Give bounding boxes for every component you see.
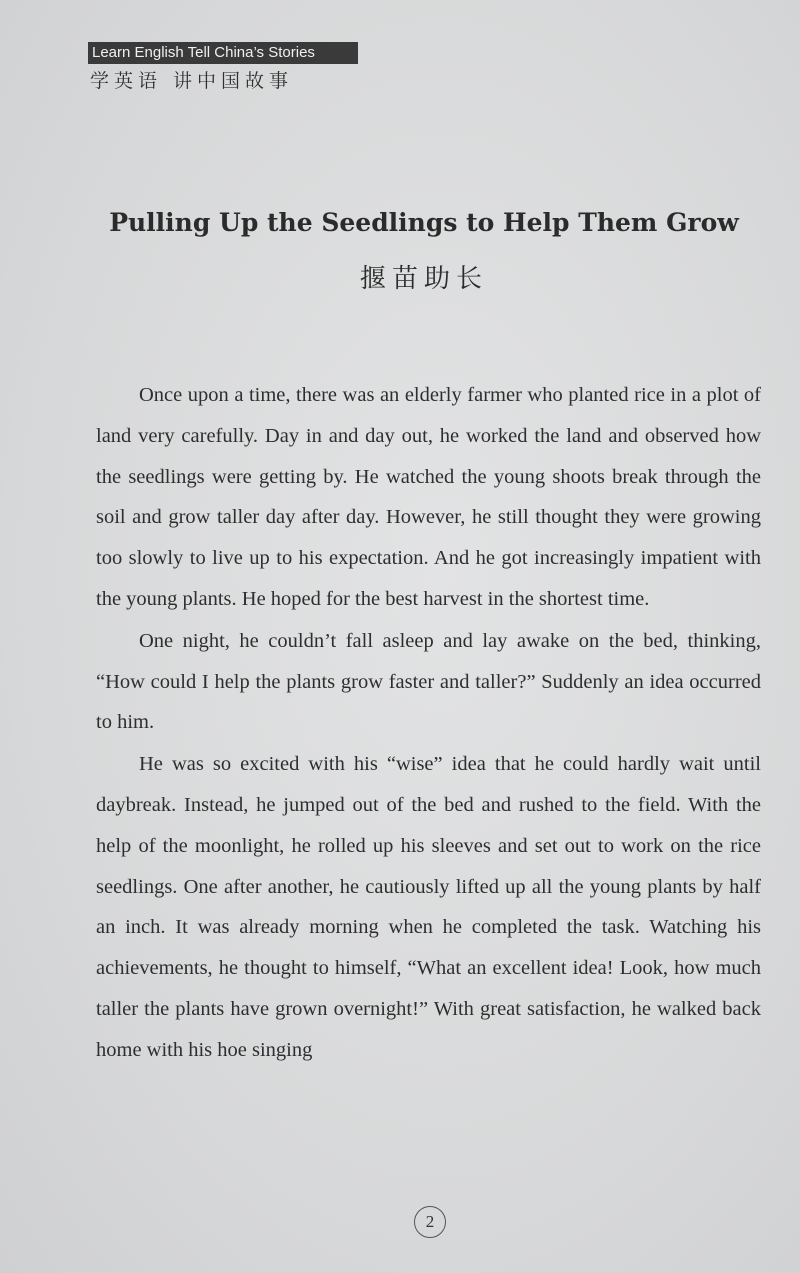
story-body xyxy=(96,375,761,1071)
paragraph: Once upon a time, there was an elderly farmer who planted rice in a plot of land very carefully. Day in and day out, he worked the land and observed how the seedlings were getting by. He watched the young shoots break through the soil and grow taller day after day. However, he still thought they were growing too slowly to live up to his expectation. And he got increasingly impatient with the young plants. He hoped for the best harvest in the shortest time. xyxy=(96,384,761,610)
series-title-cn: 学英语 讲中国故事 xyxy=(90,70,294,92)
paragraph: He was so excited with his “wise” idea that he could hardly wait until daybreak. Instead, he jumped out of the bed and rushed to the field. With the help of the moonlight, he rolled up his sleeves and set out to work on the rice seedlings. One after another, he cautiously lifted up all the young plants by half an inch. It was already morning when he completed the task. Watching his achievements, he thought to himself, “What an excellent idea! Look, how much taller the plants have grown overnight!” With great satisfaction, he walked back home with his hoe singing xyxy=(96,753,761,1061)
paragraph: One night, he couldn’t fall asleep and lay awake on the bed, thinking, “How could I help the plants grow faster and taller?” Suddenly an idea occurred to him. xyxy=(96,629,761,734)
story-title-en: Pulling Up the Seedlings to Help Them Grow xyxy=(109,208,739,237)
page-number: 2 xyxy=(414,1206,446,1238)
series-title-en: Learn English Tell China’s Stories xyxy=(88,42,358,64)
story-title-cn: 揠苗助长 xyxy=(359,264,488,294)
